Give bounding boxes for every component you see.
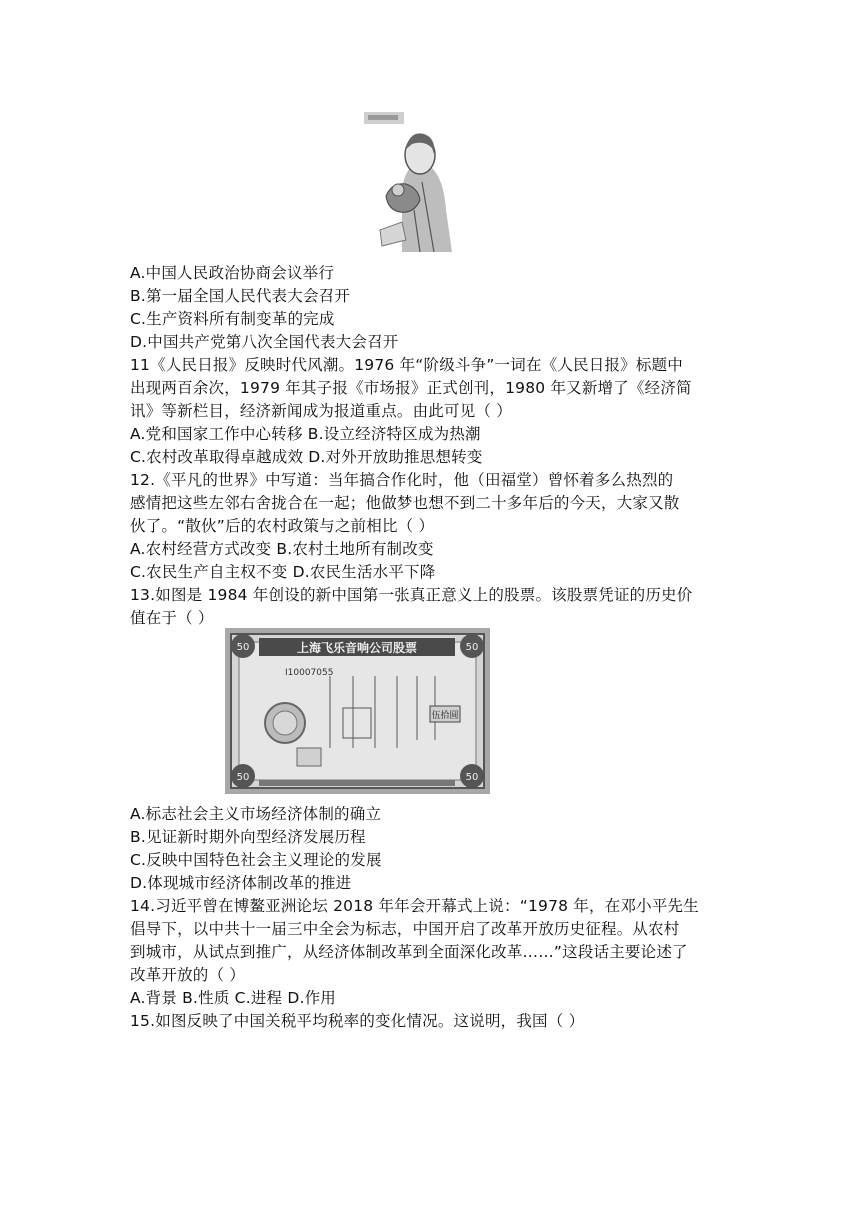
q14-stem-line-4: 改革开放的（ ）: [130, 966, 246, 984]
q12-options-row-1: A.农村经营方式改变 B.农村土地所有制改变: [130, 540, 434, 558]
q10-option-a: A.中国人民政治协商会议举行: [130, 264, 335, 282]
vintage-photo-figure: [362, 110, 458, 252]
q14-stem-line-1: 14.习近平曾在博鳌亚洲论坛 2018 年年会开幕式上说：“1978 年，在邓小平先生: [130, 897, 699, 915]
q14-options: A.背景 B.性质 C.进程 D.作用: [130, 989, 337, 1007]
q13-option-c: C.反映中国特色社会主义理论的发展: [130, 851, 382, 869]
stock-corner-value-bl: 50: [236, 772, 250, 783]
q10-option-c: C.生产资料所有制变革的完成: [130, 310, 335, 328]
stock-corner-value-tl: 50: [236, 642, 250, 653]
q12-stem-line-1: 12.《平凡的世界》中写道：当年搞合作化时，他（田福堂）曾怀着多么热烈的: [130, 471, 674, 489]
q11-options-row-1: A.党和国家工作中心转移 B.设立经济特区成为热潮: [130, 425, 481, 443]
q14-stem-line-2: 倡导下，以中共十一届三中全会为标志，中国开启了改革开放历史征程。从农村: [130, 920, 680, 938]
q13-option-a: A.标志社会主义市场经济体制的确立: [130, 805, 382, 823]
stock-title: 上海飞乐音响公司股票: [296, 641, 418, 655]
q14-stem-line-3: 到城市，从试点到推广，从经济体制改革到全面深化改革……”这段话主要论述了: [130, 943, 688, 961]
q11-stem-line-2: 出现两百余次，1979 年其子报《市场报》正式创刊，1980 年又新增了《经济简: [130, 379, 692, 397]
q13-option-d: D.体现城市经济体制改革的推进: [130, 874, 352, 892]
stock-number: I10007055: [285, 668, 334, 678]
q12-stem-line-2: 感情把这些左邻右舍拢合在一起；他做梦也想不到二十多年后的今天，大家又散: [130, 494, 680, 512]
q11-stem-line-1: 11《人民日报》反映时代风潮。1976 年“阶级斗争”一词在《人民日报》标题中: [130, 356, 683, 374]
stock-corner-value-br: 50: [465, 772, 479, 783]
q12-stem-line-3: 伙了。“散伙”后的农村政策与之前相比（ ）: [130, 517, 435, 535]
q11-stem-line-3: 讯》等新栏目，经济新闻成为报道重点。由此可见（ ）: [130, 402, 512, 420]
q13-stem-line-1: 13.如图是 1984 年创设的新中国第一张真正意义上的股票。该股票凭证的历史价: [130, 586, 693, 604]
stock-denomination: 伍拾圆: [431, 711, 459, 721]
q13-stem-line-2: 值在于（ ）: [130, 609, 214, 627]
q13-option-b: B.见证新时期外向型经济发展历程: [130, 828, 366, 846]
q11-options-row-2: C.农村改革取得卓越成效 D.对外开放助推思想转变: [130, 448, 483, 466]
stock-certificate-image: [225, 628, 490, 794]
q10-option-d: D.中国共产党第八次全国代表大会召开: [130, 333, 399, 351]
q12-options-row-2: C.农民生产自主权不变 D.农民生活水平下降: [130, 563, 436, 581]
q10-option-b: B.第一届全国人民代表大会召开: [130, 287, 351, 305]
q15-stem-line-1: 15.如图反映了中国关税平均税率的变化情况。这说明，我国（ ）: [130, 1012, 585, 1030]
stock-corner-value-tr: 50: [465, 642, 479, 653]
